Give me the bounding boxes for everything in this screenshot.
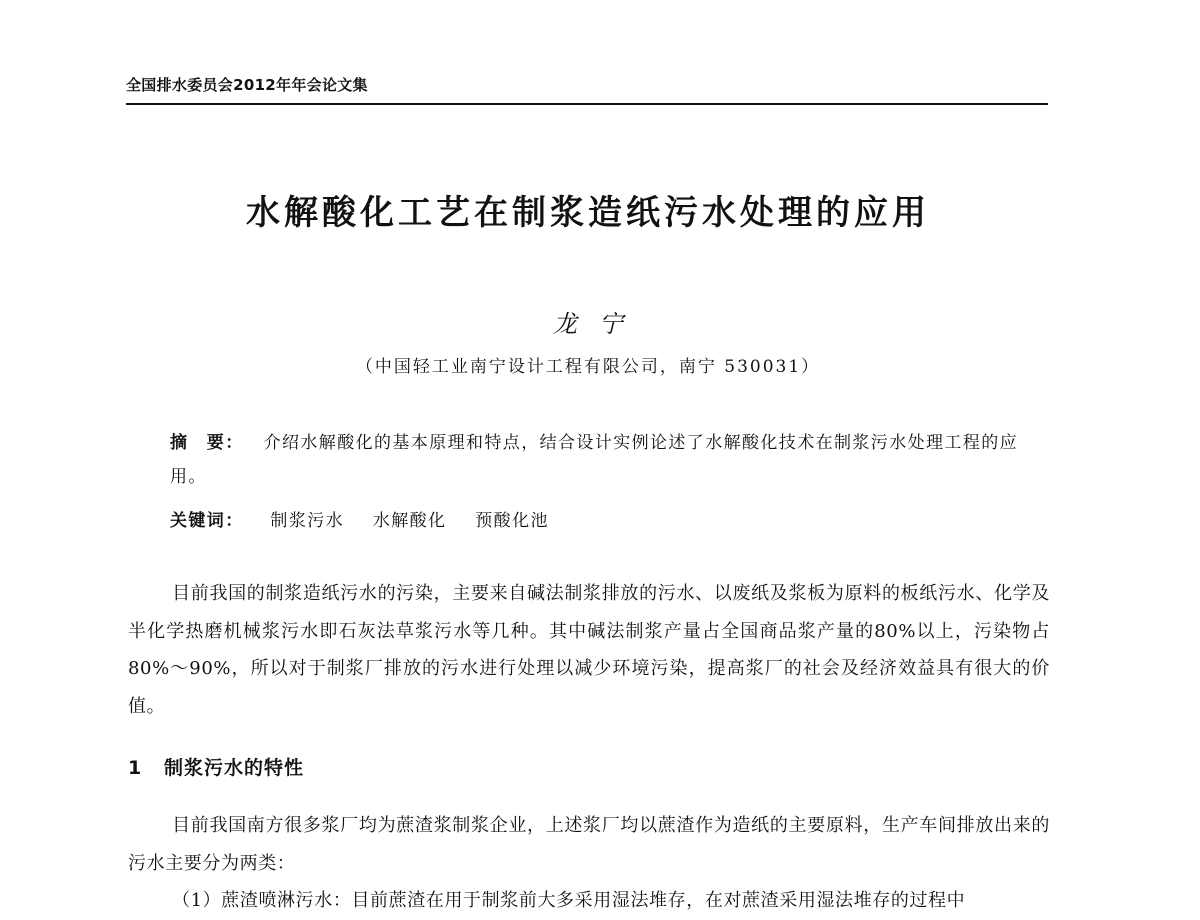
intro-paragraph-text: 目前我国的制浆造纸污水的污染，主要来自碱法制浆排放的污水、以废纸及浆板为原料的板纸污水、化学及半化学热磨机械浆污水即石灰法草浆污水等几种。其中碱法制浆产量占全国商品浆产量的80%以上，污染物占80%～90%，所以对于制浆厂排放的污水进行处理以减少环境污染，提高浆厂的社会及经济效益具有很大的价值。 [128, 583, 1050, 717]
section-paragraph-text: 目前我国南方很多浆厂均为蔗渣浆制浆企业，上述浆厂均以蔗渣作为造纸的主要原料，生产车间排放出来的污水主要分为两类： [128, 815, 1050, 874]
running-header: 全国排水委员会2012年年会论文集 [126, 76, 368, 94]
intro-paragraph [128, 575, 1050, 725]
abstract-label: 摘 要： [170, 433, 244, 453]
author-affiliation: （中国轻工业南宁设计工程有限公司，南宁 530031） [355, 357, 821, 377]
section-number: 1 [128, 757, 143, 779]
author-name: 龙宁 [553, 310, 645, 338]
section-paragraph [128, 807, 1050, 882]
keyword-item: 制浆污水 [270, 511, 345, 531]
section-heading [128, 753, 304, 780]
keyword-item: 水解酸化 [372, 511, 447, 531]
keyword-item: 预酸化池 [475, 511, 549, 531]
abstract [170, 426, 1030, 494]
abstract-text: 介绍水解酸化的基本原理和特点，结合设计实例论述了水解酸化技术在制浆污水处理工程的应用。 [170, 433, 1019, 487]
paper-title: 水解酸化工艺在制浆造纸污水处理的应用 [246, 193, 930, 233]
list-item: （1）蔗渣喷淋污水：目前蔗渣在用于制浆前大多采用湿法堆存，在对蔗渣采用湿法堆存的过程中 [172, 890, 966, 911]
section-title: 制浆污水的特性 [164, 757, 305, 779]
keywords [170, 506, 571, 531]
header-rule [126, 103, 1048, 105]
keywords-label: 关键词： [170, 511, 244, 531]
